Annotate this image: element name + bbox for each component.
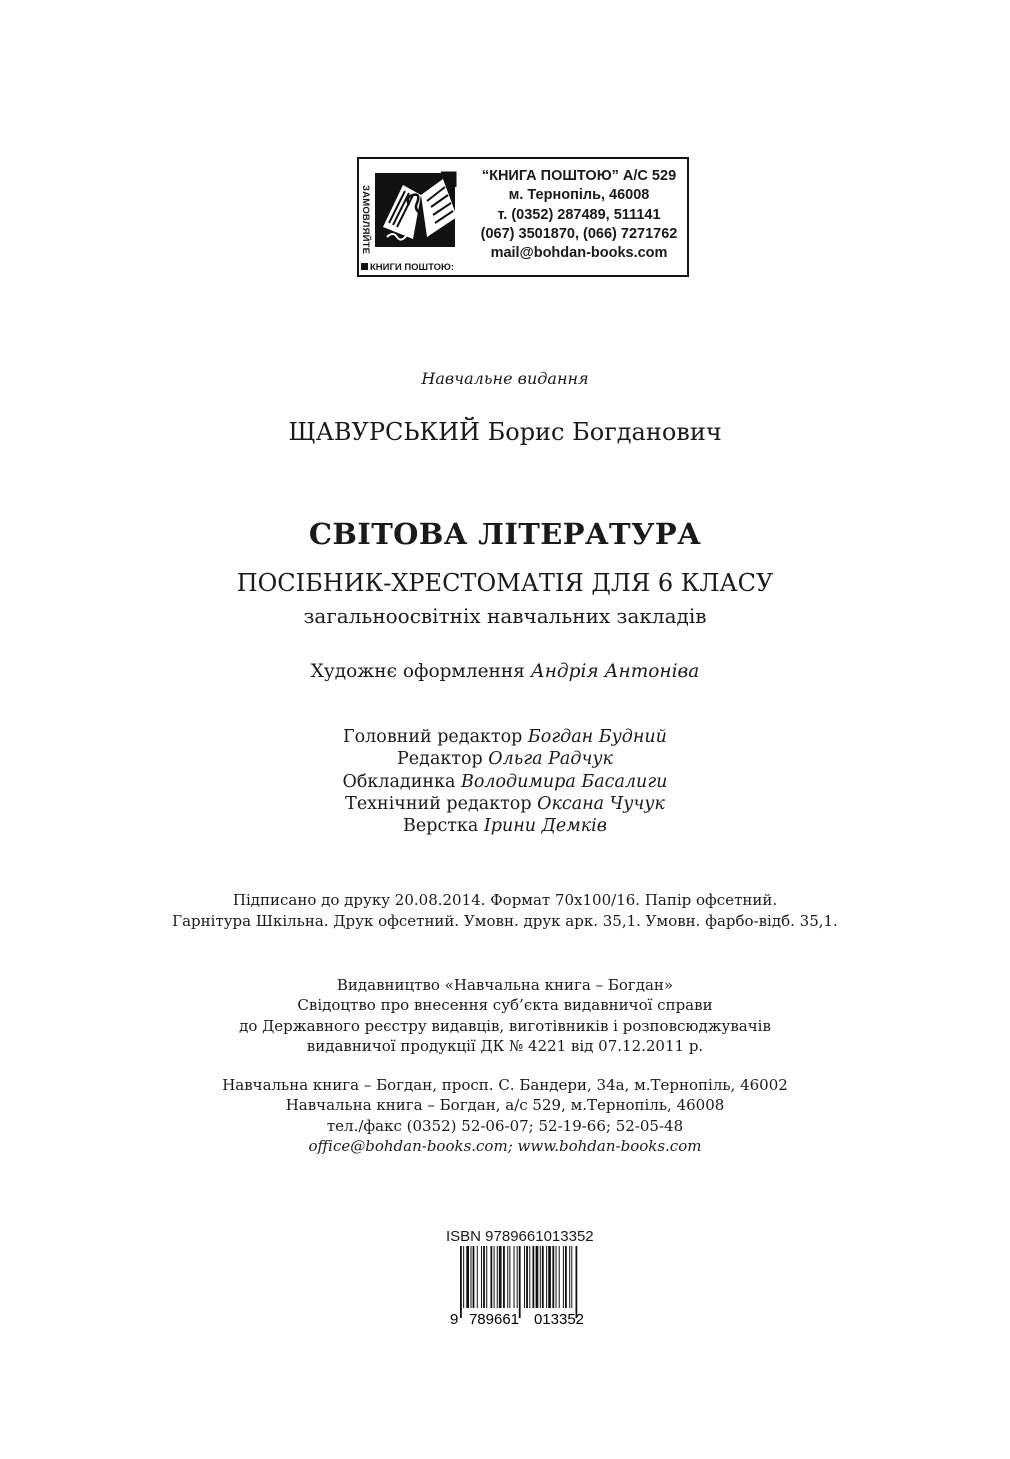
edition-type: Навчальне видання	[421, 369, 589, 388]
staff-line	[0, 771, 1010, 793]
advert-line: (067) 3501870, (066) 7271762	[480, 225, 678, 242]
square-bullet-icon	[361, 263, 368, 270]
credit-role: Художнє оформлення	[310, 661, 531, 682]
barcode-bars	[460, 1246, 577, 1318]
staff-line	[0, 726, 1010, 748]
barcode-bar	[486, 1246, 487, 1308]
barcode-bar	[503, 1246, 505, 1308]
advert-bottom-label	[361, 262, 454, 273]
credit-role: Технічний редактор	[345, 793, 538, 814]
print-details	[0, 890, 1010, 932]
barcode-bar	[477, 1246, 478, 1308]
barcode-bar	[466, 1246, 469, 1308]
publisher-info	[0, 975, 1010, 1056]
publisher-address	[0, 1075, 1010, 1156]
credit-name: Ірини Демків	[483, 816, 607, 837]
advert-line: м. Тернопіль, 46008	[508, 187, 650, 204]
barcode-bar	[471, 1246, 472, 1308]
publisher-line: Свідоцтво про внесення суб’єкта видавничої справи	[297, 996, 713, 1015]
publisher-line: видавничої продукції ДК № 4221 від 07.12.2011 р.	[306, 1036, 704, 1055]
barcode-bar	[526, 1246, 528, 1308]
advert-contacts	[471, 167, 687, 263]
advert-vertical-text: ЗАМОВЛЯЙТЕ	[360, 185, 371, 255]
barcode-bar	[563, 1246, 564, 1308]
isbn-label: ISBN 9789661013352	[446, 1228, 594, 1245]
barcode-bar	[559, 1246, 560, 1308]
barcode-bar	[481, 1246, 482, 1308]
design-credit	[0, 661, 1010, 682]
staff-line	[0, 793, 1010, 815]
credit-name: Володимира Басалиги	[460, 771, 668, 792]
book-title: СВІТОВА ЛІТЕРАТУРА	[308, 517, 702, 551]
barcode-digit-prefix: 9	[450, 1311, 459, 1328]
barcode-digits-right: 013352	[533, 1311, 585, 1328]
credit-name: Богдан Будний	[527, 727, 667, 747]
barcode-bar	[556, 1246, 557, 1308]
advert-bottom-text: КНИГИ ПОШТОЮ:	[370, 262, 455, 273]
credit-name: Андрія Антоніва	[530, 661, 700, 682]
barcode-bar	[499, 1246, 502, 1308]
credit-name: Оксана Чучук	[537, 793, 665, 814]
barcode-bar	[565, 1246, 567, 1308]
open-book-logo-icon	[369, 165, 469, 255]
barcode-bar	[507, 1246, 508, 1308]
author-name: ЩАВУРСЬКИЙ Борис Богданович	[288, 418, 722, 446]
address-line: Навчальна книга – Богдан, а/с 529, м.Тернопіль, 46008	[285, 1096, 725, 1115]
barcode-bar	[497, 1246, 498, 1308]
web-contacts: office@bohdan-books.com; www.bohdan-books.com	[308, 1136, 702, 1155]
advert-line: mail@bohdan-books.com	[490, 245, 668, 262]
barcode-bar	[463, 1246, 464, 1308]
staff-line	[0, 815, 1010, 837]
barcode-bar	[542, 1246, 544, 1308]
address-line: тел./факс (0352) 52-06-07; 52-19-66; 52-05-48	[326, 1116, 684, 1135]
address-line: Навчальна книга – Богдан, просп. С. Бандери, 34а, м.Тернопіль, 46002	[222, 1076, 788, 1094]
barcode-bar	[536, 1246, 539, 1308]
barcode-bar	[519, 1246, 521, 1318]
staff-credits	[0, 726, 1010, 837]
barcode-bar	[552, 1246, 554, 1308]
advert-line: т. (0352) 287489, 511141	[497, 206, 661, 223]
barcode-digits-left: 789661	[468, 1311, 520, 1328]
credit-role: Обкладинка	[342, 771, 461, 792]
barcode-bar	[514, 1246, 515, 1308]
credit-name: Ольга Радчук	[488, 749, 613, 770]
print-line: Підписано до друку 20.08.2014. Формат 70х100/16. Папір офсетний.	[232, 891, 778, 909]
barcode-bar	[509, 1246, 510, 1308]
staff-line	[0, 748, 1010, 770]
barcode-bar	[460, 1246, 462, 1318]
barcode-bar	[524, 1246, 525, 1308]
credit-role: Верстка	[403, 816, 484, 837]
barcode-bar	[576, 1246, 578, 1318]
barcode-bar	[473, 1246, 475, 1308]
credit-role: Редактор	[397, 749, 489, 770]
barcode-bar	[532, 1246, 534, 1308]
barcode-bar	[517, 1246, 518, 1308]
publisher-line: до Державного реєстру видавців, виготівників і розповсюджувачів	[239, 1016, 771, 1035]
barcode-bar	[571, 1246, 572, 1308]
mail-order-advert	[357, 157, 689, 277]
barcode-bar	[546, 1246, 547, 1308]
publisher-line: Видавництво «Навчальна книга – Богдан»	[336, 976, 674, 994]
barcode-bar	[548, 1246, 551, 1308]
barcode-bar	[540, 1246, 541, 1308]
barcode-bar	[483, 1246, 485, 1308]
book-subtitle: ПОСІБНИК-ХРЕСТОМАТІЯ ДЛЯ 6 КЛАСУ	[236, 569, 774, 597]
barcode-bar	[569, 1246, 570, 1308]
barcode-bar	[490, 1246, 492, 1308]
print-line: Гарнітура Шкільна. Друк офсетний. Умовн. друк арк. 35,1. Умовн. фарбо-відб. 35,1.	[172, 912, 838, 930]
barcode-bar	[494, 1246, 495, 1308]
advert-line: “КНИГА ПОШТОЮ” А/С 529	[481, 168, 677, 184]
credit-role: Головний редактор	[343, 727, 528, 747]
book-audience: загальноосвітніх навчальних закладів	[303, 604, 707, 628]
isbn-barcode	[446, 1246, 602, 1328]
barcode-bar	[529, 1246, 530, 1308]
